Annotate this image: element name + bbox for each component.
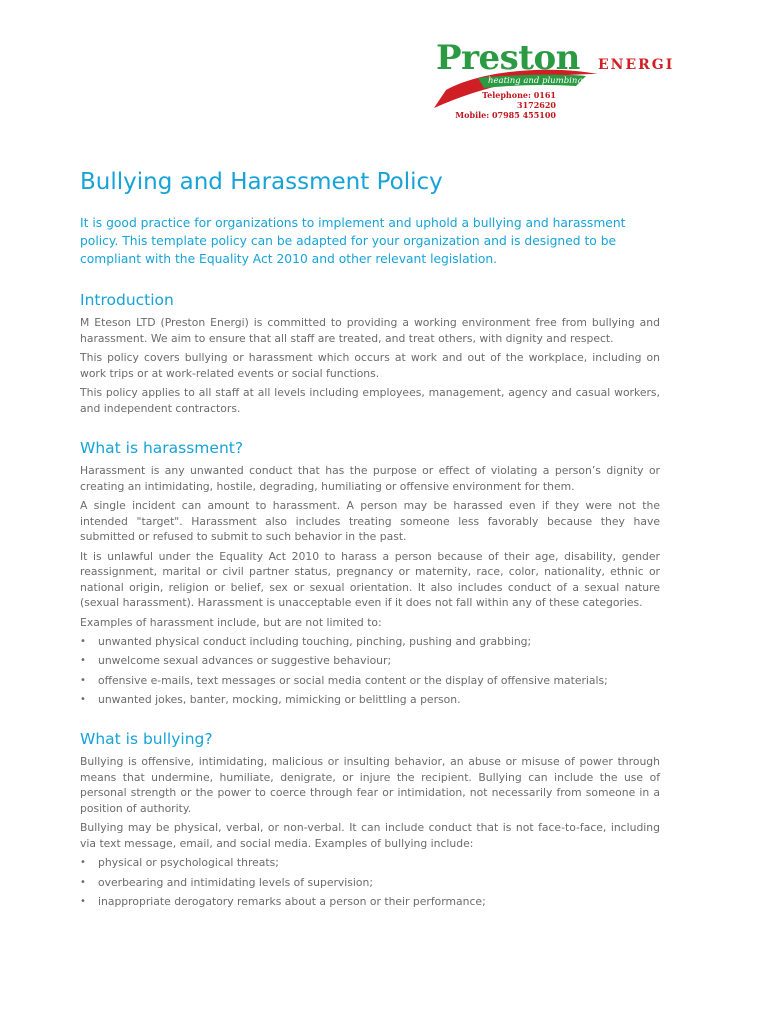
list-item-text: overbearing and intimidating levels of supervision; [98,875,373,889]
bullet-icon: • [80,857,86,869]
paragraph: This policy applies to all staff at all levels including employees, management, agency and casual workers, and independent contractors. [80,386,660,415]
bullet-icon: • [80,636,86,647]
logo-telephone: Telephone: 0161 3172620 [482,90,556,110]
paragraph: A single incident can amount to harassment. A person may be harassed even if they were not the intended "target". Harassment also includes treating someone less favorably because they have submitted or refused to submit to such behavior in the past. [80,499,660,543]
paragraph: It is unlawful under the Equality Act 2010 to harass a person because of their age, disability, gender reassignment, marital or civil partner status, pregnancy or maternity, race, color, nationality, ethnic or national origin, religion or belief, sex or sexual orientation. It also includes conduct of a sexual nature (sexual harassment). Harassment is unacceptable even if it does not fall within any of these categories. [80,549,660,609]
paragraph: Bullying may be physical, verbal, or non-verbal. It can include conduct that is not face-to-face, including via text message, email, and social media. Examples of bullying include: [80,821,660,850]
logo-name: Preston [436,38,580,78]
harassment-examples-list [80,634,660,707]
list-item-text: unwanted physical conduct including touching, pinching, pushing and grabbing; [98,635,532,648]
list-item [80,692,660,708]
list-item [80,894,660,910]
list-item [80,855,660,871]
section-introduction [80,289,660,416]
paragraph: Bullying is offensive, intimidating, malicious or insulting behavior, an abuse or misuse of power through means that undermine, humiliate, denigrate, or injure the recipient. Bullying can include the use of personal strength or the power to coerce through fear or intimidation, not necessarily from someone in a position of authority. [80,755,660,815]
bullet-icon: • [80,895,86,907]
logo-energi: ENERGI [598,57,675,73]
list-item-text: offensive e-mails, text messages or social media content or the display of offensive materials; [98,673,608,687]
list-item [80,673,660,689]
logo-mobile: Mobile: 07985 455100 [455,110,556,120]
paragraph: Examples of harassment include, but are not limited to: [80,615,382,629]
list-item-text: inappropriate derogatory remarks about a person or their performance; [98,894,486,908]
document-body [80,164,660,913]
section-heading: What is bullying? [80,730,213,749]
bullet-icon: • [80,876,86,888]
section-heading: Introduction [80,291,174,309]
list-item [80,653,660,669]
page-title: Bullying and Harassment Policy [80,169,443,195]
bullet-icon: • [80,693,86,705]
bullet-icon: • [80,674,86,686]
paragraph: M Eteson LTD (Preston Energi) is committed to providing a working environment free from bullying and harassment. We aim to ensure that all staff are treated, and treat others, with dignity and respect. [80,316,660,345]
paragraph: This policy covers bullying or harassment which occurs at work and out of the workplace, including on work trips or at work-related events or social functions. [80,351,660,380]
section-heading: What is harassment? [80,439,244,457]
paragraph: Harassment is any unwanted conduct that has the purpose or effect of violating a person’s dignity or creating an intimidating, hostile, degrading, humiliating or offensive environment for them. [80,464,660,493]
lead-paragraph: It is good practice for organizations to implement and uphold a bullying and harassment policy. This template policy can be adapted for your organization and is designed to be compliant with the Equality Act 2010 and other relevant legislation. [80,216,626,266]
list-item [80,875,660,891]
list-item-text: unwelcome sexual advances or suggestive behaviour; [98,654,392,668]
section-harassment [80,437,660,707]
list-item-text: unwanted jokes, banter, mocking, mimicking or belittling a person. [98,692,461,706]
section-bullying [80,728,660,909]
logo-contact [454,90,556,120]
bullet-icon: • [80,655,86,667]
list-item-text: physical or psychological threats; [98,856,279,870]
company-logo [426,38,675,120]
list-item [80,634,660,650]
bullying-examples-list [80,855,660,909]
logo-tagline: heating and plumbing [488,76,583,86]
